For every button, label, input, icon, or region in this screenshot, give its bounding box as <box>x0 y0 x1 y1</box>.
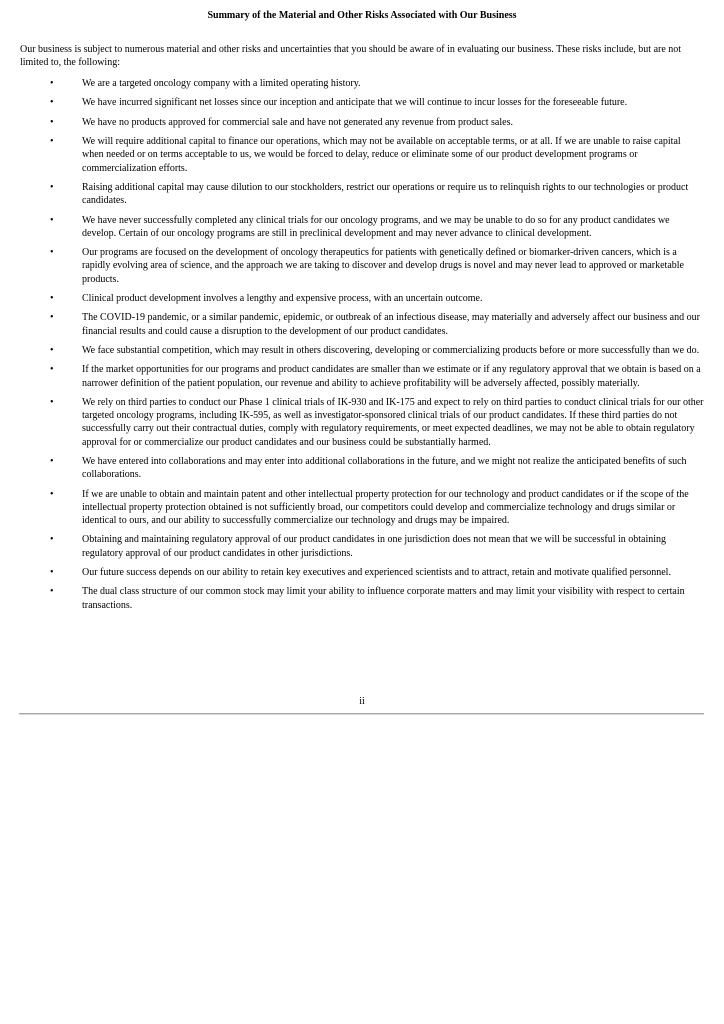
bullet-icon: • <box>50 97 54 109</box>
risk-text: The dual class structure of our common stock may limit your ability to influence corporate matters and may limit your visibility with respect to certain transactions. <box>82 586 685 611</box>
page-divider <box>19 713 704 715</box>
risk-item <box>0 292 704 305</box>
risk-item <box>0 533 704 559</box>
bullet-icon: • <box>50 136 54 148</box>
risk-text: We have never successfully completed any clinical trials for our oncology programs, and we may be unable to do so for any product candidates we develop. Certain of our oncology programs are still in preclinical development and may never advance to clinical development. <box>82 214 670 239</box>
bullet-icon: • <box>50 312 54 324</box>
bullet-icon: • <box>50 534 54 546</box>
risk-text: Raising additional capital may cause dilution to our stockholders, restrict our operations or require us to relinquish rights to our technologies or product candidates. <box>82 181 689 207</box>
risk-text: We face substantial competition, which may result in others discovering, developing or commercializing products before or more successfully than we do. <box>82 344 700 356</box>
risk-text: If we are unable to obtain and maintain patent and other intellectual property protection for our technology and product candidates or if the scope of the intellectual property protection obtained is not sufficiently broad, our competitors could develop and commercialize technology and drugs similar or identical to ours, and our ability to successfully commercialize our technology and drugs may be impaired. <box>82 488 689 526</box>
risk-item <box>0 488 704 528</box>
risk-text: Obtaining and maintaining regulatory approval of our product candidates in one jurisdiction does not mean that we will be successful in obtaining regulatory approval of our product candidates in other jurisdictions. <box>82 534 667 559</box>
bullet-icon: • <box>50 455 54 467</box>
risk-text: We will require additional capital to finance our operations, which may not be available on acceptable terms, or at all. If we are unable to raise capital when needed or on terms acceptable to us, we would be forced to delay, reduce or eliminate some of our product development programs or commercialization efforts. <box>82 136 681 174</box>
risk-list <box>0 77 724 618</box>
risk-item <box>0 344 704 357</box>
risk-text: We have entered into collaborations and may enter into additional collaborations in the future, and we might not realize the anticipated benefits of such collaborations. <box>82 455 687 481</box>
risk-text: We have incurred significant net losses since our inception and anticipate that we will continue to incur losses for the foreseeable future. <box>82 97 628 109</box>
bullet-icon: • <box>50 78 54 89</box>
risk-text: We rely on third parties to conduct our Phase 1 clinical trials of IK-930 and IK-175 and expect to rely on third parties to conduct clinical trials for our other targeted oncology programs, including IK-595, as well as investigator-sponsored clinical trials of our product candidates. If these third parties do not successfully carry out their contractual duties, comply with regulatory requirements, or meet expected deadlines, we may not be able to obtain regulatory approval for or commercialize our product candidates and our business could be substantially harmed. <box>82 396 704 448</box>
risk-item <box>0 246 704 286</box>
risk-item <box>0 116 704 129</box>
risk-item <box>0 214 704 240</box>
risk-text: We are a targeted oncology company with a limited operating history. <box>82 78 361 89</box>
bullet-icon: • <box>50 116 54 128</box>
risk-item <box>0 181 704 207</box>
bullet-icon: • <box>50 181 54 193</box>
risk-text: We have no products approved for commercial sale and have not generated any revenue from product sales. <box>82 116 513 128</box>
risk-item <box>0 363 704 389</box>
risk-item <box>0 77 704 90</box>
page-number: ii <box>359 696 365 707</box>
risk-item <box>0 311 704 337</box>
bullet-icon: • <box>50 344 54 356</box>
risk-text: If the market opportunities for our programs and product candidates are smaller than we estimate or if any regulatory approval that we obtain is based on a narrower definition of the patient population, our revenue and ability to achieve profitability will be adversely affected, possibly materially. <box>82 364 701 389</box>
bullet-icon: • <box>50 214 54 226</box>
bullet-icon: • <box>50 566 54 578</box>
bullet-icon: • <box>50 396 54 408</box>
section-title: Summary of the Material and Other Risks Associated with Our Business <box>207 10 517 21</box>
risk-item <box>0 585 704 611</box>
risk-item <box>0 566 704 579</box>
risk-text: The COVID-19 pandemic, or a similar pandemic, epidemic, or outbreak of an infectious disease, may materially and adversely affect our business and our financial results and could cause a disruption to the development of our product candidates. <box>82 312 700 337</box>
bullet-icon: • <box>50 488 54 500</box>
risk-item <box>0 455 704 481</box>
bullet-icon: • <box>50 292 54 304</box>
bullet-icon: • <box>50 364 54 376</box>
bullet-icon: • <box>50 247 54 259</box>
risk-item <box>0 135 704 175</box>
risk-text: Our future success depends on our ability to retain key executives and experienced scientists and to attract, retain and motivate qualified personnel. <box>82 566 671 578</box>
intro-paragraph: Our business is subject to numerous material and other risks and uncertainties that you should be aware of in evaluating our business. These risks include, but are not limited to, the following: <box>20 44 682 69</box>
risk-item <box>0 96 704 109</box>
risk-text: Clinical product development involves a lengthy and expensive process, with an uncertain outcome. <box>82 292 483 304</box>
risk-item <box>0 396 704 449</box>
bullet-icon: • <box>50 586 54 598</box>
risk-text: Our programs are focused on the development of oncology therapeutics for patients with genetically defined or biomarker-driven cancers, which is a rapidly evolving area of science, and the approach we are taking to discover and develop drugs is novel and may never lead to approved or marketable products. <box>82 247 684 285</box>
